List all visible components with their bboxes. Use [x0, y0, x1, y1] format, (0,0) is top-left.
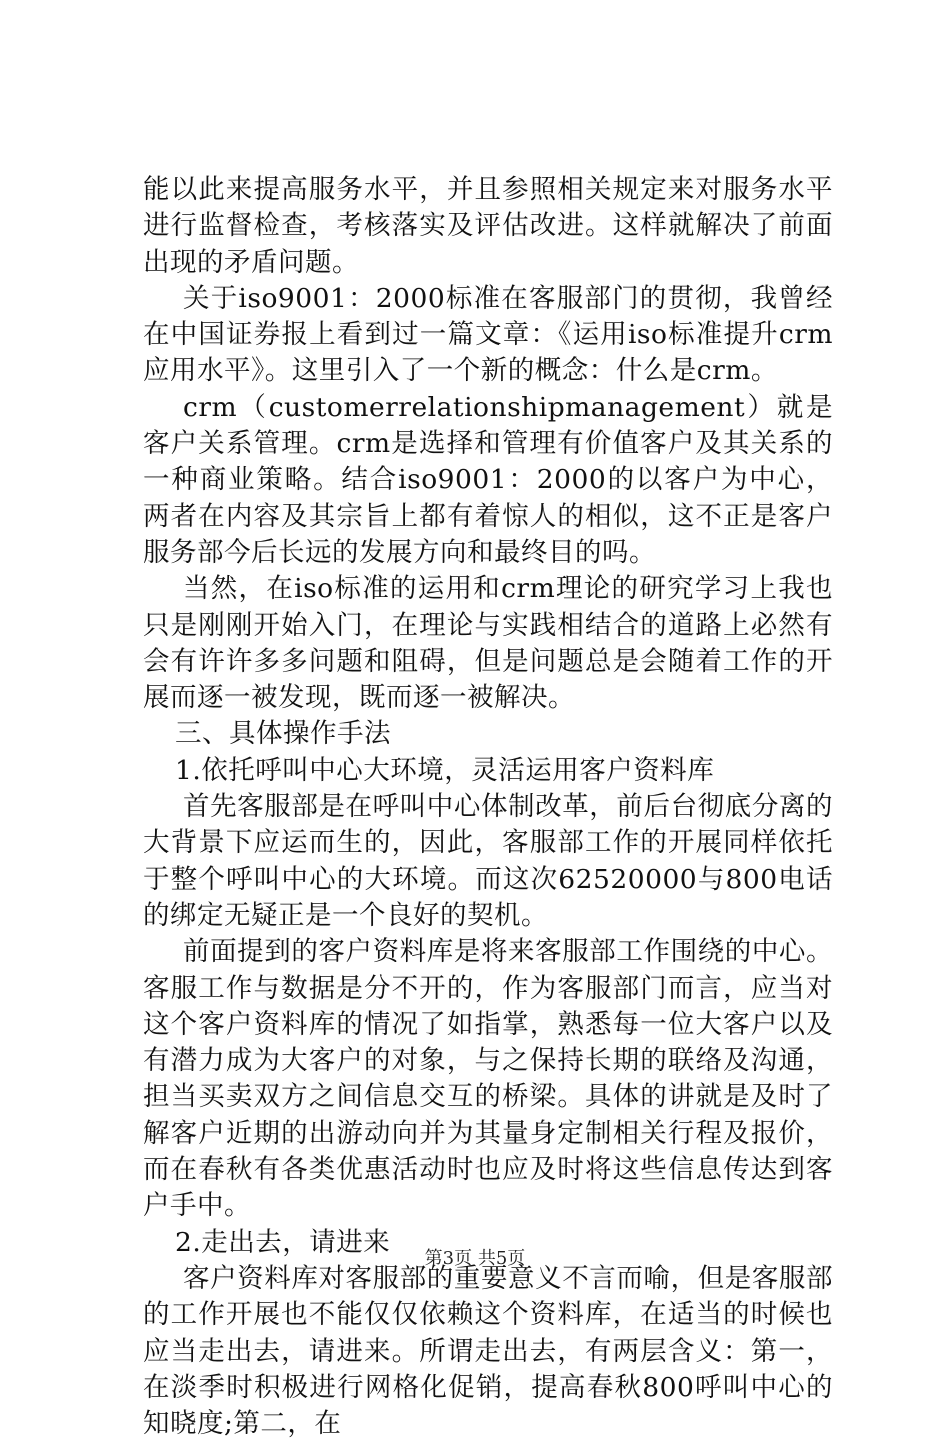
paragraph-iso9001: 关于iso9001：2000标准在客服部门的贯彻，我曾经在中国证券报上看到过一篇文章：《运用iso标准提升crm应用水平》。这里引入了一个新的概念：什么是crm。 [143, 282, 833, 387]
subheading-go-out: 2.走出去，请进来 [175, 1226, 391, 1258]
section-heading-operations: 三、具体操作手法 [175, 718, 391, 750]
page-number-footer: 第3页 共5页 [424, 1248, 526, 1269]
paragraph-customer-database: 前面提到的客户资料库是将来客服部工作围绕的中心。客服工作与数据是分不开的，作为客服部门而言，应当对这个客户资料库的情况了如指掌，熟悉每一位大客户以及有潜力成为大客户的对象，与之保持长期的联络及沟通，担当买卖双方之间信息交互的桥梁。具体的讲就是及时了解客户近期的出游动向并为其量身定制相关行程及报价，而在春秋有各类优惠活动时也应及时将这些信息传达到客户手中。 [143, 936, 833, 1222]
paragraph-crm-definition: crm（customerrelationshipmanagement）就是客户关系管理。crm是选择和管理有价值客户及其关系的一种商业策略。结合iso9001：2000的以客户为中心，两者在内容及其宗旨上都有着惊人的相似，这不正是客户服务部今后长远的发展方向和最终目的吗。 [143, 391, 833, 568]
paragraph-continuation: 能以此来提高服务水平，并且参照相关规定来对服务水平进行监督检查，考核落实及评估改进。这样就解决了前面出现的矛盾问题。 [143, 174, 833, 278]
subheading-call-center: 1.依托呼叫中心大环境，灵活运用客户资料库 [175, 754, 715, 786]
paragraph-learning: 当然，在iso标准的运用和crm理论的研究学习上我也只是刚刚开始入门，在理论与实践相结合的道路上必然有会有许许多多问题和阻碍，但是问题总是会随着工作的开展而逐一被发现，既而逐一被解决。 [143, 573, 833, 714]
paragraph-go-out: 客户资料库对客服部的重要意义不言而喻，但是客服部的工作开展也不能仅仅依赖这个资料库，在适当的时候也应当走出去，请进来。所谓走出去，有两层含义：第一，在淡季时积极进行网格化促销，提高春秋800呼叫中心的知晓度;第二，在 [143, 1262, 833, 1440]
paragraph-call-center: 首先客服部是在呼叫中心体制改革，前后台彻底分离的大背景下应运而生的，因此，客服部工作的开展同样依托于整个呼叫中心的大环境。而这次62520000与800电话的绑定无疑正是一个良好的契机。 [143, 791, 833, 931]
